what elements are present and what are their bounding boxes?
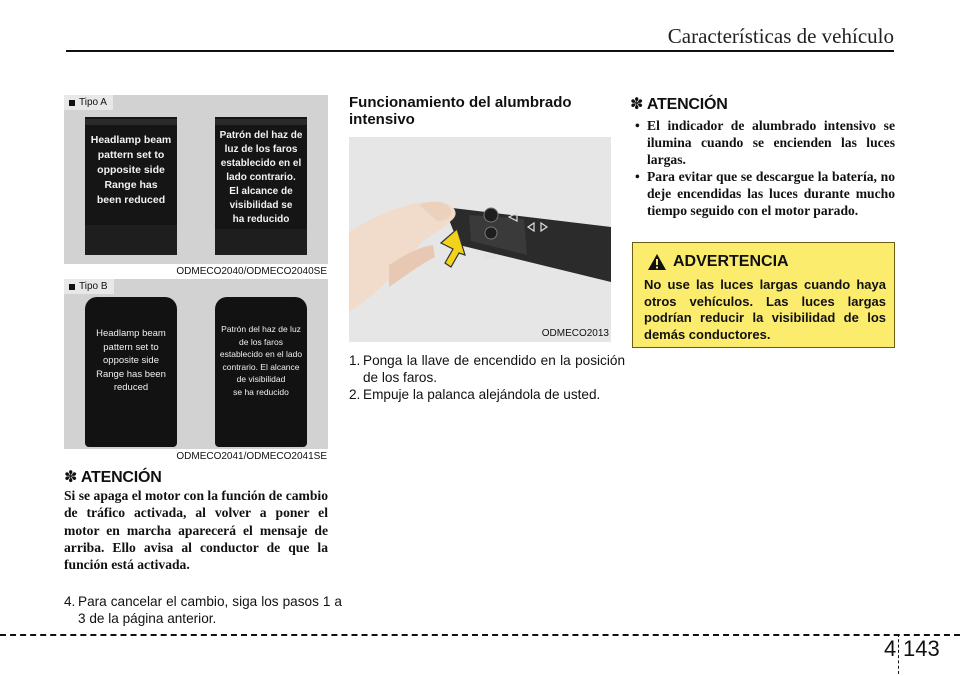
- display-line: Patrón del haz de luz: [221, 324, 301, 334]
- figure-code-photo: ODMECO2013: [541, 328, 609, 339]
- display-text-english: [92, 297, 170, 395]
- cluster-display-spanish-b: [215, 297, 307, 447]
- list-item: [630, 117, 895, 168]
- display-line: lado contrario.: [226, 172, 296, 183]
- bullet-dot: •: [635, 118, 640, 133]
- page-header-title: Características de vehículo: [667, 24, 894, 48]
- page-number-separator: [898, 634, 899, 674]
- step-number: 2.: [349, 387, 361, 402]
- warning-box: [632, 242, 895, 348]
- tipo-b-tag: [64, 279, 114, 294]
- left-step-4: [64, 593, 342, 627]
- bullet-dot: •: [635, 169, 640, 184]
- display-bottom-area: [215, 229, 307, 255]
- figure-code-tipo-a: ODMECO2040/ODMECO2040SE: [176, 266, 327, 277]
- bullet-text: Para evitar que se descargue la batería, no deje encendidas las luces durante mucho tiempo seguido con el motor parado.: [647, 169, 895, 218]
- cluster-display-english: [85, 117, 177, 255]
- step-text: Ponga la llave de encendido en la posición de los faros.: [363, 353, 625, 385]
- left-atencion-text: Si se apaga el motor con la función de cambio de tráfico activada, al volver a poner el motor en marcha aparecerá el mensaje de arriba. Ello avisa al conductor de que la función está activada.: [64, 488, 328, 573]
- display-line: luz de los faros: [224, 144, 298, 155]
- chapter-number: 4: [884, 636, 897, 661]
- display-line: reduced: [113, 382, 149, 393]
- display-line: establecido en el lado: [219, 349, 303, 359]
- step-number: 1.: [349, 353, 361, 368]
- display-line: pattern set to: [97, 149, 165, 161]
- section-heading: Funcionamiento del alumbrado intensivo: [349, 94, 572, 128]
- tipo-a-tag: [64, 95, 113, 110]
- display-line: Headlamp beam: [90, 134, 172, 146]
- warning-text: No use las luces largas cuando haya otros vehículos. Las luces largas podrían reducir la visibilidad de los demás conductores.: [644, 277, 886, 342]
- display-line: ha reducido: [232, 214, 290, 225]
- display-line: Patrón del haz de: [219, 130, 303, 141]
- hand-pushing-lever-illustration: [349, 137, 611, 342]
- display-line: de visibilidad: [236, 374, 286, 384]
- tipo-a-label: Tipo A: [79, 97, 107, 108]
- figure-code-tipo-b: ODMECO2041/ODMECO2041SE: [176, 451, 327, 462]
- display-line: de los faros: [239, 336, 283, 347]
- display-line: visibilidad se: [229, 200, 293, 211]
- display-line: Headlamp beam: [96, 328, 166, 339]
- cluster-display-spanish: [215, 117, 307, 255]
- figure-tipo-b: [64, 279, 328, 449]
- step-text: Empuje la palanca alejándola de usted.: [363, 387, 601, 402]
- middle-step-2: [349, 386, 625, 403]
- display-line: Range has: [104, 179, 158, 191]
- tipo-b-label: Tipo B: [79, 281, 108, 292]
- step-text: Para cancelar el cambio, siga los pasos 1 a 3 de la página anterior.: [78, 594, 342, 626]
- footer-divider: [0, 634, 960, 636]
- display-line: establecido en el: [220, 158, 302, 169]
- display-text-english: [87, 125, 176, 225]
- header-divider: [66, 50, 894, 52]
- display-line: pattern set to: [103, 341, 159, 353]
- display-line: contrario. El alcance: [222, 361, 300, 372]
- right-atencion-list: [630, 117, 895, 219]
- figure-tipo-a: [64, 95, 328, 264]
- right-atencion-title: ✽ ATENCIÓN: [630, 96, 728, 113]
- square-bullet-icon: [69, 284, 75, 290]
- display-line: opposite side: [97, 164, 165, 176]
- lever-photo: [349, 137, 611, 342]
- svg-text:OFF: OFF: [483, 254, 497, 261]
- list-item: [630, 168, 895, 219]
- display-text-spanish: [216, 125, 307, 229]
- warning-triangle-icon: [647, 253, 667, 271]
- left-atencion-title: ✽ ATENCIÓN: [64, 469, 162, 486]
- warning-title: ADVERTENCIA: [673, 253, 789, 270]
- middle-step-1: [349, 352, 625, 386]
- display-line: opposite side: [103, 355, 159, 366]
- square-bullet-icon: [69, 100, 75, 106]
- cluster-display-english-b: [85, 297, 177, 447]
- display-bottom-area: [85, 225, 177, 255]
- display-line: El alcance de: [229, 186, 293, 197]
- warning-header: [647, 253, 789, 271]
- display-line: Range has been: [96, 368, 166, 380]
- page-number: 143: [903, 636, 940, 661]
- display-line: been reduced: [96, 194, 166, 206]
- display-line: se ha reducido: [233, 386, 289, 397]
- display-text-spanish: [216, 297, 306, 398]
- step-number: 4.: [64, 594, 76, 609]
- bullet-text: El indicador de alumbrado intensivo se ilumina cuando se encienden las luces largas.: [647, 118, 895, 167]
